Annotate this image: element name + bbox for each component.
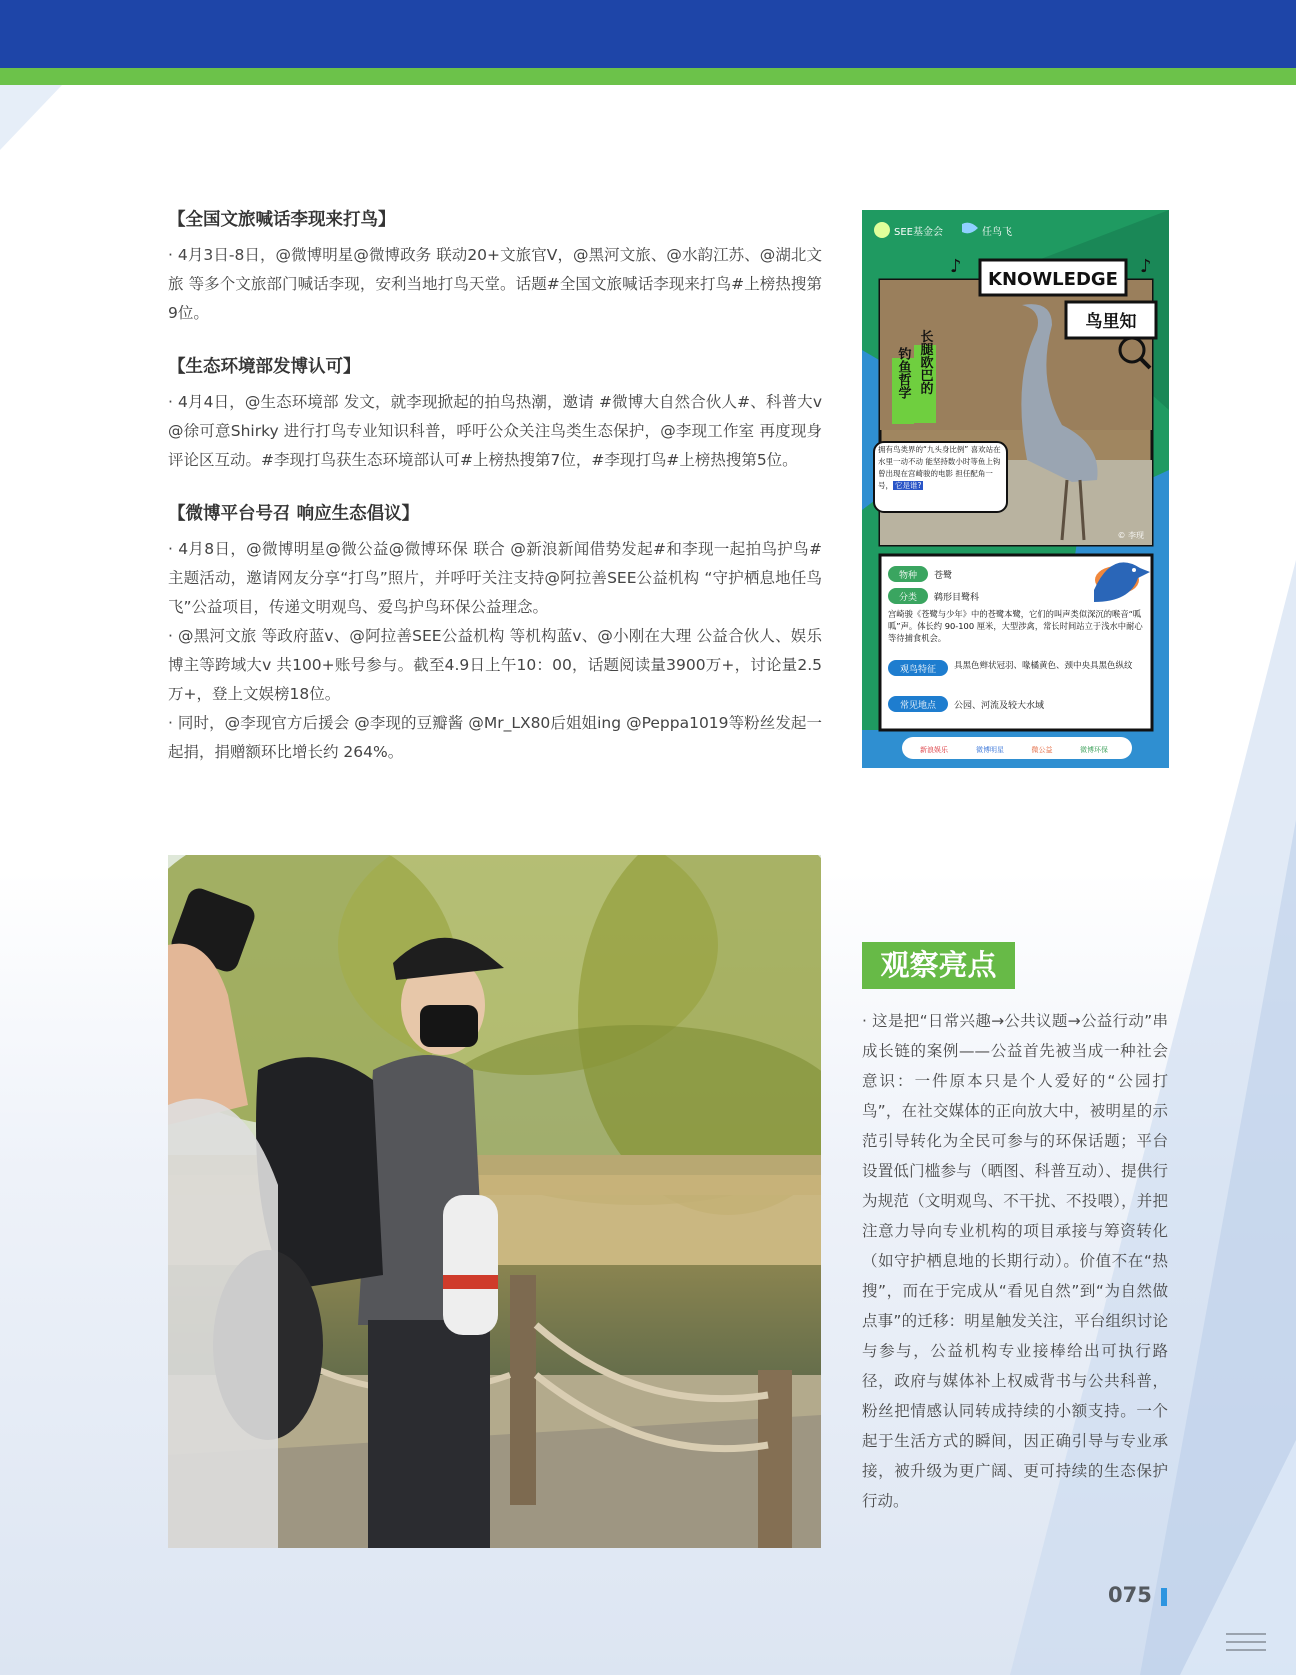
page-number: 075 [1108, 1583, 1152, 1607]
class-label: 分类 [898, 593, 918, 603]
section-paragraph: · 4月8日，@微博明星@微公益@微博环保 联合 @新浪新闻借势发起#和李现一起拍鸟护鸟# 主题活动，邀请网友分享“打鸟”照片，并呼吁关注支持@阿拉善SEE公益机构 “守护栖息地任鸟飞”公益项目，传递文明观鸟、爱鸟护鸟环保公益理念。 [168, 540, 822, 616]
see-logo-text: SEE基金会 [894, 227, 943, 238]
page-number-mark [1161, 1588, 1167, 1606]
section-1 [168, 205, 822, 328]
footer-logo: 微博环保 [1080, 746, 1108, 754]
feature-label: 观鸟特征 [899, 665, 937, 675]
music-note-icon: ♪ [950, 256, 962, 277]
section-title: 【全国文旅喊话李现来打鸟】 [168, 210, 396, 230]
card-bubble-text: 拥有鸟类界的“九头身比例” 喜欢站在水里一动不动 能坚持数小时等鱼上钩 曾出现在宫崎骏的电影 担任配角一号， [878, 445, 1001, 490]
card-subtitle: 鸟里知 [1085, 312, 1137, 332]
class-value: 鹈形目鹭科 [934, 593, 980, 603]
species-value: 苍鹭 [934, 571, 953, 581]
footer-logo: 微博明星 [976, 746, 1004, 754]
section-paragraph: · 4月4日，@生态环境部 发文，就李现掀起的拍鸟热潮，邀请 #微博大自然合伙人#、科普大v @徐可意Shirky 进行打鸟专业知识科普，呼吁公众关注鸟类生态保护，@李现工作室 再度现身评论区互动。#李现打鸟获生态环境部认可#上榜热搜第7位，#李现打鸟#上榜热搜第5位。 [168, 393, 822, 469]
menu-icon[interactable] [1222, 1628, 1270, 1658]
section-3 [168, 499, 822, 767]
section-paragraph: · 同时，@李现官方后援会 @李现的豆瓣酱 @Mr_LX80后姐姐ing @Peppa1019等粉丝发起一起捐，捐赠额环比增长约 264%。 [168, 714, 822, 761]
music-note-icon: ♪ [1140, 256, 1152, 277]
section-title: 【微博平台号召 响应生态倡议】 [168, 504, 420, 524]
section-paragraph: · @黑河文旅 等政府蓝v、@阿拉善SEE公益机构 等机构蓝v、@小刚在大理 公益合伙人、娱乐博主等跨域大v 共100+账号参与。截至4.9日上午10：00，话题阅读量3900万+，讨论量2.5万+，登上文娱榜18位。 [168, 627, 822, 703]
footer-logo: 新浪娱乐 [920, 746, 948, 754]
place-value: 公园、河流及较大水域 [954, 701, 1045, 711]
observation-heading: 观察亮点 [862, 942, 1015, 989]
species-label: 物种 [898, 571, 918, 581]
feature-value: 具黑色辫状冠羽、喙橘黄色、颈中央具黑色纵纹 [954, 661, 1133, 671]
article-column [168, 205, 822, 767]
section-2 [168, 352, 822, 475]
see-logo-icon [874, 222, 890, 238]
card-description: 宫崎骏《苍鹭与少年》中的苍鹭本鹭，它们的叫声类似深沉的喉音“呱呱”声。体长约 90-100 厘米，大型涉禽，常长时间站立于浅水中耐心等待捕食机会。 [888, 609, 1143, 643]
card-vertical-title-b: 钓鱼哲学 [895, 347, 911, 399]
section-paragraph: · 4月3日-8日，@微博明星@微博政务 联动20+文旅官V，@黑河文旅、@水韵江苏、@湖北文旅 等多个文旅部门喊话李现，安利当地打鸟天堂。话题#全国文旅喊话李现来打鸟#上榜热搜第9位。 [168, 246, 822, 322]
card-vertical-title-a: 长腿欧巴的 [917, 329, 933, 395]
bird-logo-text: 任鸟飞 [982, 227, 1012, 238]
bird-knowledge-card [862, 210, 1169, 768]
footer-logo: 微公益 [1031, 746, 1053, 754]
card-knowledge-label: KNOWLEDGE [988, 269, 1118, 290]
observation-text: · 这是把“日常兴趣→公共议题→公益行动”串成长链的案例——公益首先被当成一种社会意识：一件原本只是个人爱好的“公园打鸟”，在社交媒体的正向放大中，被明星的示范引导转化为全民可参与的环保话题；平台设置低门槛参与（晒图、科普互动）、提供行为规范（文明观鸟、不干扰、不投喂），并把注意力导向专业机构的项目承接与筹资转化（如守护栖息地的长期行动）。价值不在“热搜”，而在于完成从“看见自然”到“为自然做点事”的迁移：明星触发关注，平台组织讨论与参与，公益机构专业接棒给出可执行路径，政府与媒体补上权威背书与公共科普，粉丝把情感认同转成持续的小额支持。一个起于生活方式的瞬间，因正确引导与专业承接，被升级为更广阔、更可持续的生态保护行动。 [862, 1012, 1168, 1510]
card-bubble-question: 它是谁? [895, 481, 922, 490]
birdwatching-photo [168, 855, 821, 1548]
section-title: 【生态环境部发博认可】 [168, 357, 361, 377]
place-label: 常见地点 [899, 701, 937, 711]
photo-credit: © 李现 [1117, 531, 1144, 540]
